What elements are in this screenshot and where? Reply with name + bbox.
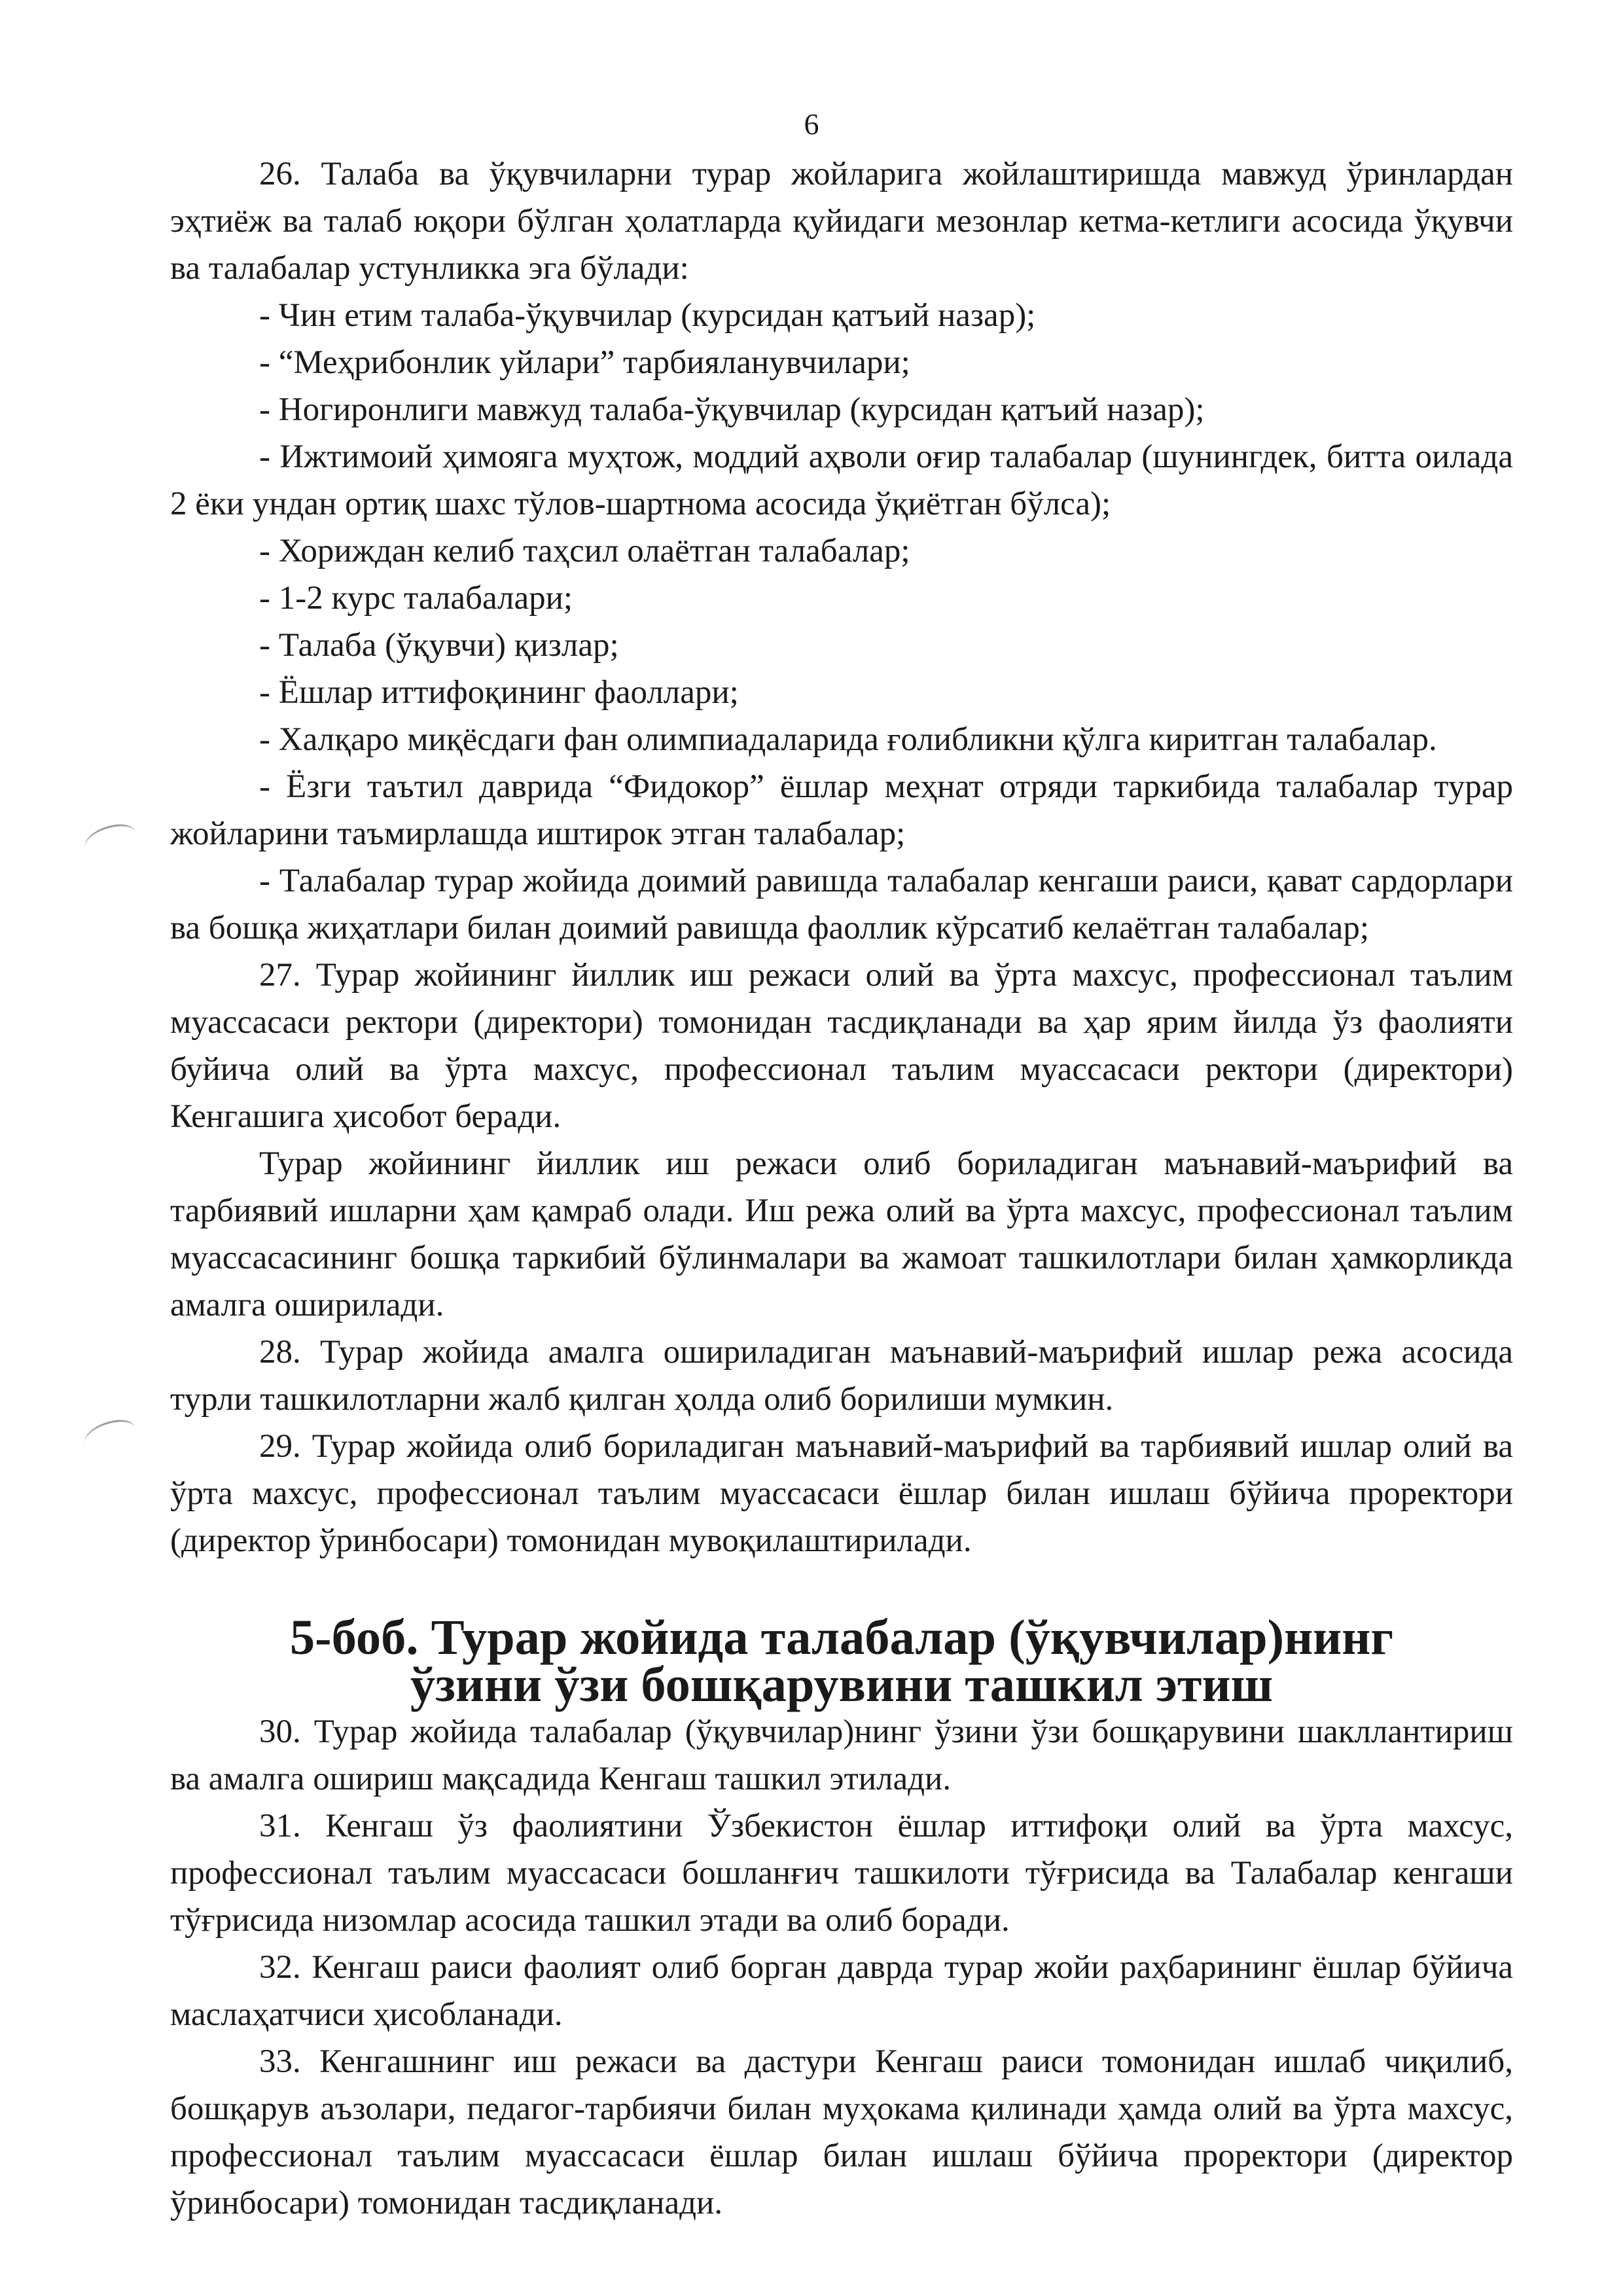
list-item: - Ижтимоий ҳимояга муҳтож, моддий аҳволи оғир талабалар (шунингдек, битта оилада 2 ёки ундан ортиқ шахс тўлов-шартнома асосида ўқиётган бўлса); bbox=[170, 439, 1513, 522]
chapter-heading-line1: 5-боб. Турар жойида талабалар (ўқувчилар)нинг bbox=[289, 1609, 1394, 1665]
list-item: - “Меҳрибонлик уйлари” тарбияланувчилари; bbox=[259, 344, 910, 381]
list-item: - Талаба (ўқувчи) қизлар; bbox=[259, 627, 619, 664]
list-item: - Талабалар турар жойида доимий равишда талабалар кенгаши раиси, қават сардорлари ва бошқа жиҳатлари билан доимий равишда фаоллик кўрсатиб келаётган талабалар; bbox=[170, 863, 1513, 946]
paragraph-29: 29. Турар жойида олиб бориладиган маънавий-маърифий ва тарбиявий ишлар олий ва ўрта махсус, профессионал таълим муассасаси ёшлар билан ишлаш бўйича проректори (директор ўринбосари) томонидан мувоқилаштирилади. bbox=[170, 1428, 1513, 1559]
scan-mark bbox=[81, 821, 138, 859]
chapter-heading bbox=[170, 1609, 1513, 1712]
list-item: - Ёшлар иттифоқининг фаоллари; bbox=[259, 674, 739, 711]
paragraph-27: 27. Турар жойининг йиллик иш режаси олий ва ўрта махсус, профессионал таълим муассасаси ректори (директори) томонидан тасдиқланади ва ҳар ярим йилда ўз фаолияти буйича олий ва ўрта махсус, профессионал таълим муассасаси ректори (директори) Кенгашига ҳисобот беради. bbox=[170, 957, 1513, 1135]
chapter-heading-line2: ўзини ўзи бошқарувини ташкил этиш bbox=[410, 1657, 1274, 1712]
paragraph-26: 26. Талаба ва ўқувчиларни турар жойларига жойлаштиришда мавжуд ўринлардан эҳтиёж ва талаб юқори бўлган ҳолатларда қуйидаги мезонлар кетма-кетлиги асосида ўқувчи ва талабалар устунликка эга бўлади: bbox=[170, 156, 1513, 287]
paragraph-32: 32. Кенгаш раиси фаолият олиб борган даврда турар жойи раҳбарининг ёшлар бўйича маслаҳатчиси ҳисобланади. bbox=[170, 1949, 1513, 2033]
paragraph-31: 31. Кенгаш ўз фаолиятини Ўзбекистон ёшлар иттифоқи олий ва ўрта махсус, профессионал таълим муассасаси бошланғич ташкилоти тўғрисида ва Талабалар кенгаши тўғрисида низомлар асосида ташкил этади ва олиб боради. bbox=[170, 1808, 1513, 1939]
scan-mark bbox=[81, 1416, 138, 1455]
list-item: - Чин етим талаба-ўқувчилар (курсидан қатъий назар); bbox=[259, 297, 1036, 334]
page-number: 6 bbox=[804, 107, 819, 141]
list-item: - Ёзги таътил даврида “Фидокор” ёшлар меҳнат отряди таркибида талабалар турар жойларини таъмирлашда иштирок этган талабалар; bbox=[170, 768, 1513, 852]
paragraph-27-continued: Турар жойининг йиллик иш режаси олиб бориладиган маънавий-маърифий ва тарбиявий ишларни ҳам қамраб олади. Иш режа олий ва ўрта махсус, профессионал таълим муассасасининг бошқа таркибий бўлинмалари ва жамоат ташкилотлари билан ҳамкорликда амалга оширилади. bbox=[170, 1145, 1513, 1323]
list-item: - Халқаро миқёсдаги фан олимпиадаларида ғолибликни қўлга киритган талабалар. bbox=[259, 721, 1437, 758]
document-body bbox=[170, 151, 1513, 2227]
paragraph-33: 33. Кенгашнинг иш режаси ва дастури Кенгаш раиси томонидан ишлаб чиқилиб, бошқарув аъзолари, педагог-тарбиячи билан муҳокама қилинади ҳамда олий ва ўрта махсус, профессионал таълим муассасаси ёшлар билан ишлаш бўйича проректори (директор ўринбосари) томонидан тасдиқланади. bbox=[170, 2043, 1513, 2221]
list-item: - Хориждан келиб таҳсил олаётган талабалар; bbox=[259, 533, 910, 569]
chapter-section bbox=[170, 1708, 1513, 2227]
list-item: - 1-2 курс талабалари; bbox=[259, 580, 573, 617]
section-before-chapter bbox=[170, 151, 1513, 1564]
paragraph-30: 30. Турар жойида талабалар (ўқувчилар)нинг ўзини ўзи бошқарувини шакллантириш ва амалга ошириш мақсадида Кенгаш ташкил этилади. bbox=[170, 1713, 1513, 1797]
list-item: - Ногиронлиги мавжуд талаба-ўқувчилар (курсидан қатъий назар); bbox=[259, 391, 1205, 428]
paragraph-28: 28. Турар жойида амалга ошириладиган маънавий-маърифий ишлар режа асосида турли ташкилотларни жалб қилган ҳолда олиб борилиши мумкин. bbox=[170, 1334, 1513, 1418]
